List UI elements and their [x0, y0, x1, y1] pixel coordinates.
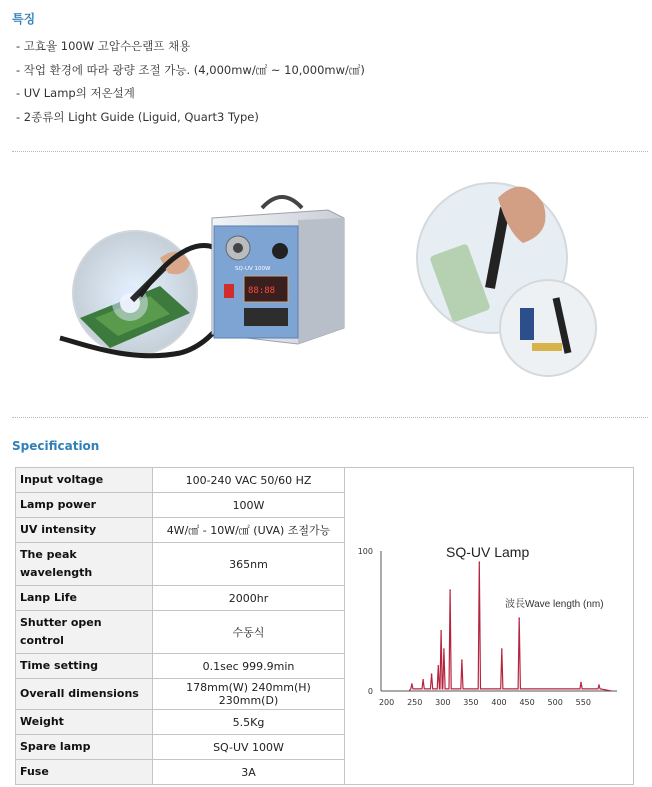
table-row: [16, 468, 634, 493]
spectrum-peak: [518, 617, 520, 619]
spectrum-peak: [443, 648, 445, 650]
x-tick-label: 250: [407, 697, 423, 707]
spec-label: Spare lamp: [16, 735, 153, 760]
spec-value: 178mm(W) 240mm(H) 230mm(D): [153, 679, 345, 710]
feature-item: - 2종류의 Light Guide (Liguid, Quart3 Type): [16, 109, 259, 124]
spectrum-peak: [440, 630, 442, 632]
spec-label: Fuse: [16, 760, 153, 785]
spec-label: Lanp Life: [16, 586, 153, 611]
y-tick-label: 100: [357, 546, 373, 556]
feature-item: - 고효율 100W 고압수은램프 채용: [16, 39, 191, 53]
application-closeup-image: [417, 183, 596, 376]
features-list: [16, 36, 365, 130]
device-panel-label: SQ-UV 100W: [235, 266, 271, 272]
spec-label: The peak wavelength: [16, 543, 153, 586]
chart-title: SQ-UV Lamp: [446, 543, 530, 560]
spec-label: Overall dimensions: [16, 679, 153, 710]
spectrum-peak: [422, 679, 424, 681]
pcb-closeup-image: [73, 231, 197, 355]
spectrum-chart-cell: [345, 468, 634, 785]
spectrum-peak: [411, 683, 413, 685]
divider-bottom: [12, 417, 648, 418]
spec-table: [15, 467, 634, 785]
uv-device-image: [212, 197, 344, 344]
x-tick-label: 450: [519, 697, 535, 707]
spectrum-peak: [501, 648, 503, 650]
spec-value: 365nm: [153, 543, 345, 586]
product-photos: [0, 168, 652, 400]
divider-top: [12, 151, 648, 152]
spec-label: Shutter open control: [16, 611, 153, 654]
x-tick-label: 350: [463, 697, 479, 707]
spec-value: 100-240 VAC 50/60 HZ: [153, 468, 345, 493]
spec-label: Input voltage: [16, 468, 153, 493]
svg-text:88:88: 88:88: [248, 286, 276, 296]
spec-label: Weight: [16, 710, 153, 735]
x-tick-label: 400: [491, 697, 507, 707]
spec-label: Time setting: [16, 654, 153, 679]
y-tick-label: 0: [367, 686, 373, 696]
spec-value: 2000hr: [153, 586, 345, 611]
spectrum-peak: [580, 681, 582, 683]
series-line: [409, 562, 611, 691]
features-title: 특징: [12, 12, 36, 26]
spectrum-peak: [431, 673, 433, 675]
spec-value: 100W: [153, 493, 345, 518]
spectrum-peak: [598, 684, 600, 686]
x-tick-label: 300: [435, 697, 451, 707]
spec-value: 5.5Kg: [153, 710, 345, 735]
x-tick-label: 500: [547, 697, 563, 707]
x-tick-label: 200: [378, 697, 395, 707]
spectrum-peak: [438, 665, 440, 667]
spec-label: UV intensity: [16, 518, 153, 543]
spec-value: SQ-UV 100W: [153, 735, 345, 760]
spectrum-peak: [449, 589, 451, 591]
spectrum-peak: [461, 659, 463, 661]
spectrum-chart: [345, 471, 633, 779]
x-axis-label: 波長Wave length (nm): [505, 598, 604, 610]
spec-value: 4W/㎠ - 10W/㎠ (UVA) 조절가능: [153, 518, 345, 543]
spec-label: Lamp power: [16, 493, 153, 518]
spec-value: 수동식: [153, 611, 345, 654]
spectrum-peak: [479, 561, 481, 563]
feature-item: - UV Lamp의 저온설계: [16, 86, 135, 100]
feature-item: - 작업 환경에 따라 광량 조절 가능. (4,000mw/㎠ ~ 10,000mw/㎠): [16, 62, 365, 77]
spec-value: 3A: [153, 760, 345, 785]
spec-value: 0.1sec 999.9min: [153, 654, 345, 679]
spec-title: Specification: [12, 439, 100, 453]
x-tick-label: 550: [575, 697, 591, 707]
